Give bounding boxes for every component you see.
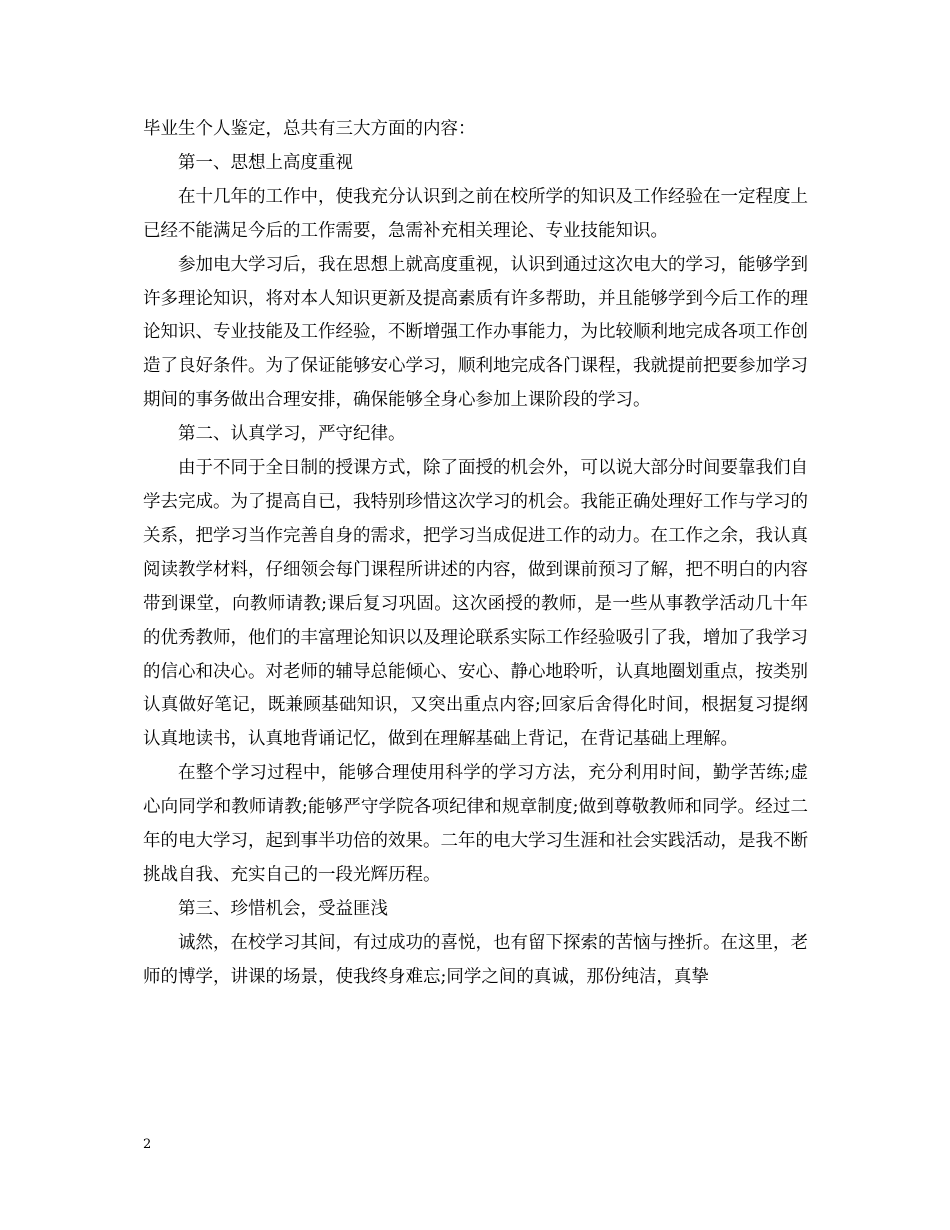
- paragraph: 由于不同于全日制的授课方式，除了面授的机会外，可以说大部分时间要靠我们自学去完成。为了提高自已，我特别珍惜这次学习的机会。我能正确处理好工作与学习的关系，把学习当作完善自身的需求，把学习当成促进工作的动力。在工作之余，我认真阅读教学材料，仔细领会每门课程所讲述的内容，做到课前预习了解，把不明白的内容带到课堂，向教师请教;课后复习巩固。这次函授的教师，是一些从事教学活动几十年的优秀教师，他们的丰富理论知识以及理论联系实际工作经验吸引了我，增加了我学习的信心和决心。对老师的辅导总能倾心、安心、静心地聆听，认真地圈划重点，按类别认真做好笔记，既兼顾基础知识，又突出重点内容;回家后舍得化时间，根据复习提纲认真地读书，认真地背诵记忆，做到在理解基础上背记，在背记基础上理解。: [143, 458, 808, 750]
- paragraph: 在十几年的工作中，使我充分认识到之前在校所学的知识及工作经验在一定程度上已经不能满足今后的工作需要，急需补充相关理论、专业技能知识。: [143, 186, 808, 241]
- paragraph: 诚然，在校学习其间，有过成功的喜悦，也有留下探索的苦恼与挫折。在这里，老师的博学，讲课的场景，使我终身难忘;同学之间的真诚，那份纯洁，真挚: [143, 932, 808, 987]
- page-number: 2: [143, 1137, 152, 1152]
- paragraph: 在整个学习过程中，能够合理使用科学的学习方法，充分利用时间，勤学苦练;虚心向同学和教师请教;能够严守学院各项纪律和规章制度;做到尊敬教师和同学。经过二年的电大学习，起到事半功倍的效果。二年的电大学习生涯和社会实践活动，是我不断挑战自我、充实自己的一段光辉历程。: [143, 763, 808, 885]
- paragraph: 参加电大学习后，我在思想上就高度重视，认识到通过这次电大的学习，能够学到许多理论知识，将对本人知识更新及提高素质有许多帮助，并且能够学到今后工作的理论知识、专业技能及工作经验，不断增强工作办事能力，为比较顺利地完成各项工作创造了良好条件。为了保证能够安心学习，顺利地完成各门课程，我就提前把要参加学习期间的事务做出合理安排，确保能够全身心参加上课阶段的学习。: [143, 254, 808, 411]
- document-body: [143, 113, 808, 995]
- heading-section-3: 第三、珍惜机会，受益匪浅: [178, 898, 388, 919]
- paragraph-intro: 毕业生个人鉴定，总共有三大方面的内容：: [143, 119, 476, 139]
- heading-section-1: 第一、思想上高度重视: [178, 152, 353, 173]
- heading-section-2: 第二、认真学习，严守纪律。: [178, 424, 406, 445]
